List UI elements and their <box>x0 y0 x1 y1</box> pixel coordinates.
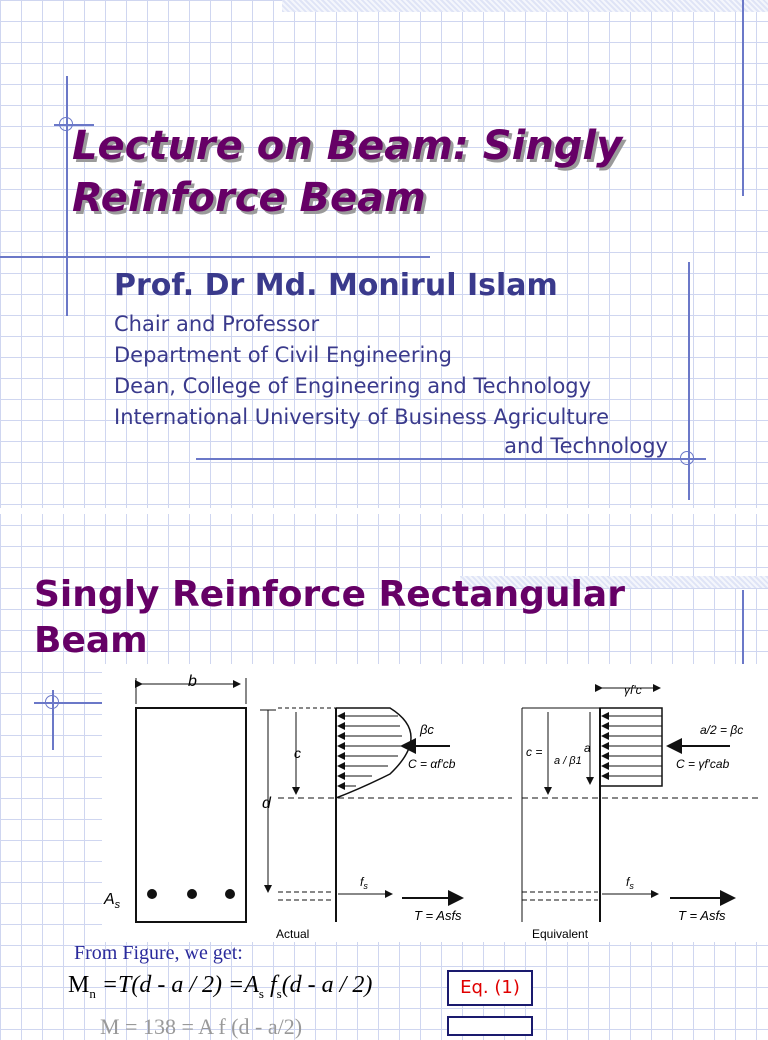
a-over-beta-label: a / β1 <box>554 755 582 767</box>
a-label: a <box>584 741 591 755</box>
fs-label-equivalent: $f_s$ <box>626 875 634 891</box>
deco-circle-icon-2 <box>45 695 59 709</box>
deco-horizontal-line-bottom <box>196 458 706 460</box>
beta-c-label: βc <box>420 722 434 737</box>
moment-equation: $M_n =T(d - a / 2) =A_s$ $f_s(d$ - a / 2) <box>68 972 373 1001</box>
equation-label-partial <box>447 1016 533 1036</box>
equivalent-stress-block <box>600 708 662 786</box>
from-figure-text: From Figure, we get: <box>74 942 243 964</box>
affiliation-line: International University of Business Agriculture <box>114 405 609 429</box>
slide2-title: Singly Reinforce Rectangular Beam <box>34 574 625 661</box>
beam-stress-svg <box>102 664 768 942</box>
rebar-dot <box>225 889 235 899</box>
deco-vertical-line <box>66 76 68 316</box>
a-half-label: a/2 = βc <box>700 723 744 737</box>
actual-caption: Actual <box>276 927 310 941</box>
slide-title: Lecture on Beam: Singly Reinforce Beam <box>72 123 623 221</box>
affiliation-line: Chair and Professor <box>114 312 320 336</box>
na-depth-label: c <box>294 745 301 761</box>
fs-label-actual: $f_s$ <box>360 875 368 891</box>
deco-circle-icon-bottom <box>680 451 694 465</box>
parabolic-stress-curve <box>336 708 411 798</box>
affiliation-line: Dean, College of Engineering and Technology <box>114 374 592 398</box>
actual-compression-label: C = αf′cb <box>408 757 456 771</box>
next-equation-partial: M = 138 = A f (d - a/2) <box>100 1014 303 1039</box>
tension-label-actual: T = Asfs <box>414 908 462 923</box>
beam-diagram <box>102 664 768 942</box>
width-label: b <box>188 673 197 690</box>
c-equals-label: c = <box>526 745 543 759</box>
affiliation-continuation: and Technology <box>504 434 668 458</box>
equivalent-caption: Equivalent <box>532 927 589 941</box>
affiliation-line: Department of Civil Engineering <box>114 343 452 367</box>
deco-horizontal-line-mid <box>0 256 430 258</box>
equation-label: Eq. (1) <box>447 970 533 1006</box>
author-name: Prof. Dr Md. Monirul Islam <box>114 268 558 303</box>
rebar-dot <box>187 889 197 899</box>
steel-label: $A_s$ <box>104 891 121 911</box>
gamma-fc-label: γf′c <box>624 683 642 697</box>
tension-label-equivalent: T = Asfs <box>678 908 726 923</box>
depth-label: d <box>262 795 271 812</box>
rebar-dot <box>147 889 157 899</box>
deco-circle-icon <box>59 117 73 131</box>
equivalent-compression-label: C = γf′cab <box>676 757 730 771</box>
